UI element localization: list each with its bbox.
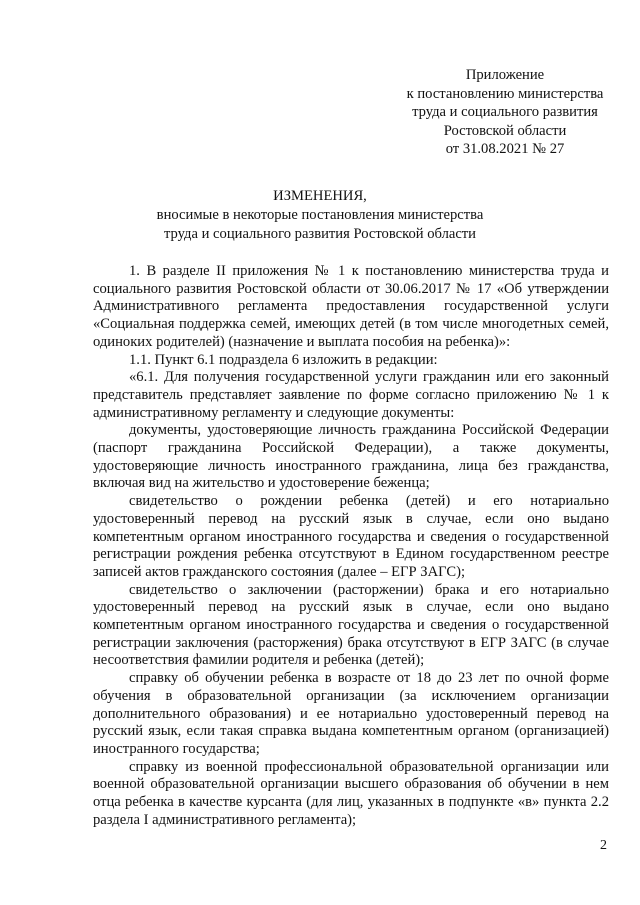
appendix-block <box>380 66 630 159</box>
heading-title: ИЗМЕНЕНИЯ, <box>273 188 367 204</box>
heading-subtitle-line: труда и социального развития Ростовской области <box>164 226 476 242</box>
paragraph: справку об обучении ребенка в возрасте от 18 до 23 лет по очной форме обучения в образовательной организации (за исключением организации дополнительного образования) и ее нотариально удостоверенный перевод на русский язык, если такая справка выдана компетентным органом (организацией) иностранного государства; <box>93 670 609 757</box>
paragraph: свидетельство о заключении (расторжении) брака и его нотариально удостоверенный перевод на русский язык в случае, если оно выдано компетентным органом иностранного государства и сведения о государственной регистрации заключения (расторжения) брака отсутствуют в ЕГР ЗАГС (в случае несоответствия фамилии родителя и ребенка (детей); <box>93 581 609 669</box>
appendix-line: Ростовской области <box>443 122 567 139</box>
heading-subtitle-line: вносимые в некоторые постановления министерства <box>156 207 484 223</box>
appendix-line: Приложение <box>465 67 545 83</box>
paragraph: справку из военной профессиональной образовательной организации или военной образовательной организации высшего образования об обучении в нем отца ребенка в качестве курсанта (для лиц, указанных в подпункте «в» пункта 2.2 раздела I административного регламента); <box>93 758 609 828</box>
paragraph: 1. В разделе II приложения № 1 к постановлению министерства труда и социального развития Ростовской области от 30.06.2017 № 17 «Об утверждении Административного регламента предоставления государственной услуги «Социальная поддержка семей, имеющих детей (в том числе многодетных семей, одиноких родителей) (назначение и выплата пособия на ребенка)»: <box>93 263 609 350</box>
appendix-line: труда и социального развития <box>412 104 598 121</box>
appendix-line: от 31.08.2021 № 27 <box>445 141 565 158</box>
document-body <box>93 263 609 830</box>
appendix-line: к постановлению министерства <box>406 85 604 102</box>
paragraph: 1.1. Пункт 6.1 подраздела 6 изложить в редакции: <box>129 351 438 368</box>
paragraph: «6.1. Для получения государственной услуги гражданин или его законный представитель представляет заявление по форме согласно приложению № 1 к административному регламенту и следующие документы: <box>93 369 609 421</box>
page-number: 2 <box>600 838 607 853</box>
document-heading <box>90 187 550 244</box>
paragraph: документы, удостоверяющие личность гражданина Российской Федерации (паспорт гражданина Российской Федерации), а также документы, удостоверяющие личность иностранного гражданина, лица без гражданства, включая вид на жительство и удостоверение беженца; <box>93 422 609 492</box>
paragraph: свидетельство о рождении ребенка (детей) и его нотариально удостоверенный перевод на русский язык в случае, если оно выдано компетентным органом иностранного государства и сведения о государственной регистрации рождения ребенка отсутствуют в Едином государственном реестре записей актов гражданского состояния (далее – ЕГР ЗАГС); <box>93 493 609 580</box>
